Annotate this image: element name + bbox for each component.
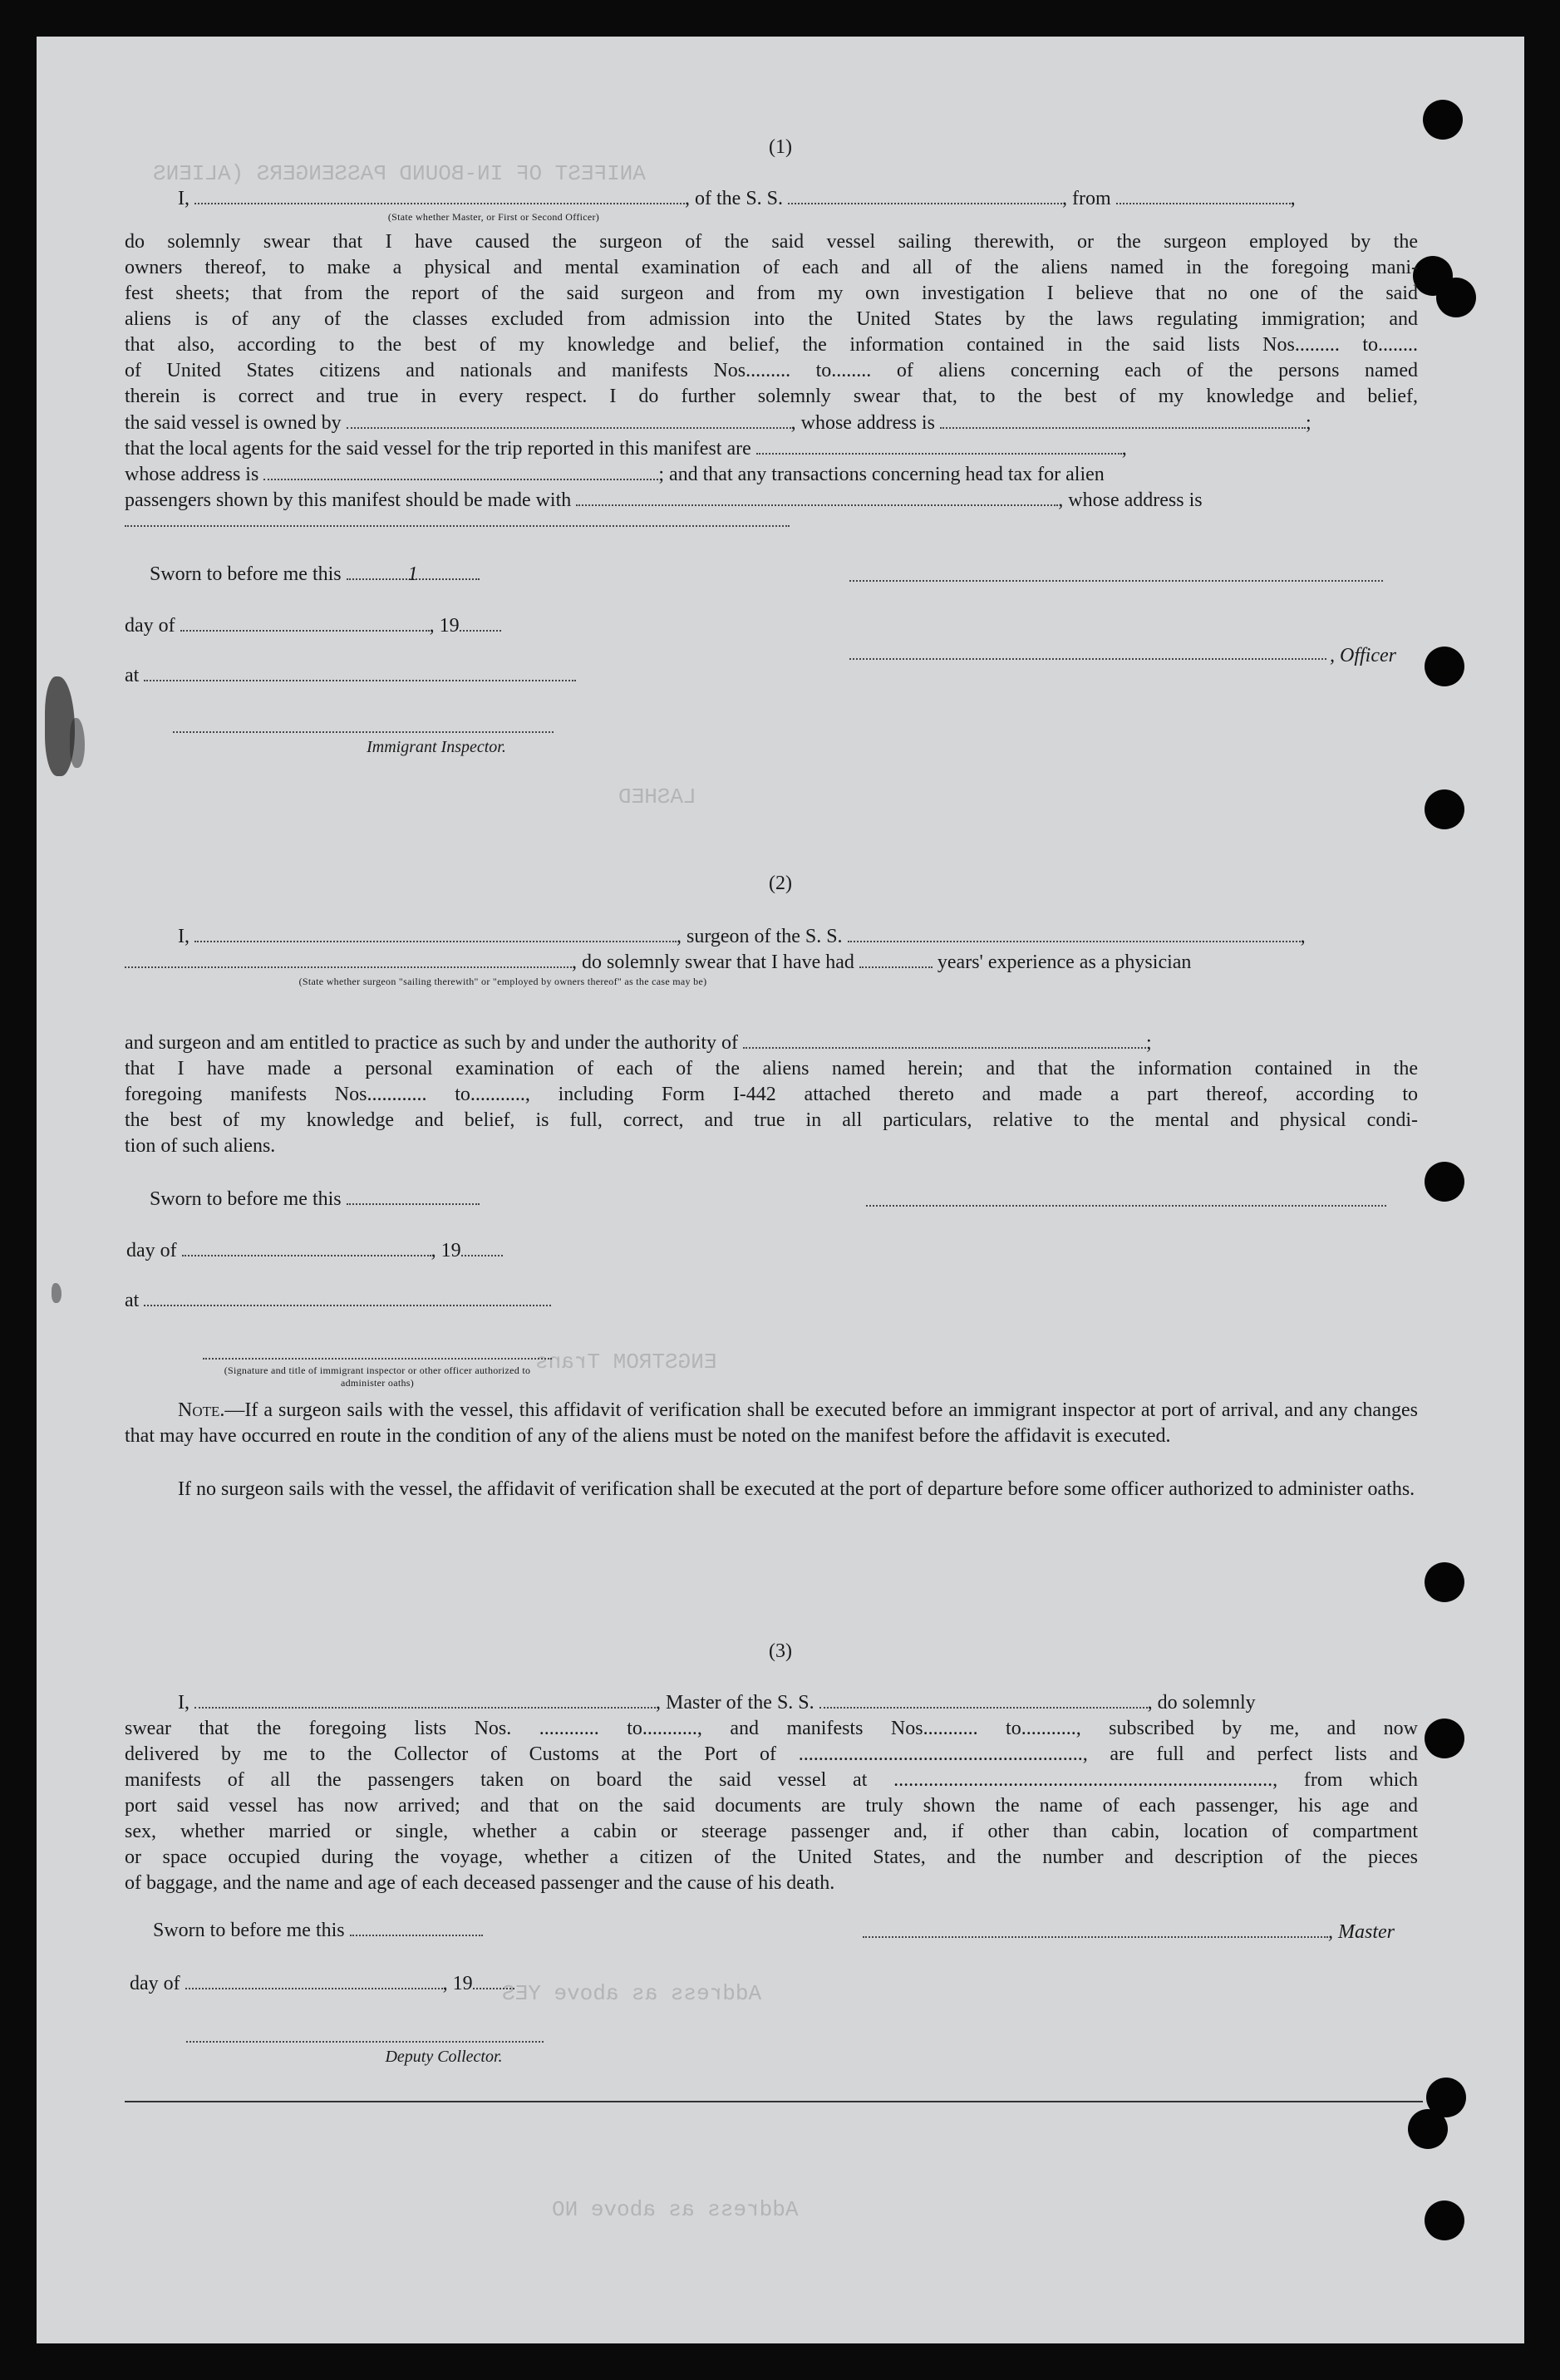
officer-title-field[interactable] [849, 658, 1326, 660]
day-of-label: day of [125, 615, 175, 637]
ship-name-field[interactable] [788, 186, 1062, 204]
section-2-first-line [178, 924, 1306, 949]
punch-hole [1425, 1562, 1464, 1602]
year-field[interactable] [473, 1971, 514, 1989]
master-ss-label: , Master of the S. S. [656, 1692, 814, 1714]
solemnly-label: , do solemnly [1147, 1692, 1256, 1714]
paragraph-line: of United States citizens and nationals and manifests Nos......... to........ of aliens concerning each of the persons named [125, 360, 1418, 381]
note-paragraph-1 [125, 1398, 1418, 1449]
punctuation: , [1290, 188, 1296, 209]
paragraph-line: do solemnly swear that I have caused the surgeon of the said vessel sailing therewith, or the surgeon employed by the [125, 231, 1418, 253]
sworn-line-1 [150, 562, 480, 587]
paragraph-line: aliens is of any of the classes excluded from admission into the United States by the laws regulating immigration; and [125, 308, 1418, 330]
paragraph-line: or space occupied during the voyage, whether a citizen of the United States, and the number and description of the pieces [125, 1846, 1418, 1868]
day-of-line-2 [126, 1238, 503, 1263]
bleed-through-text: Address as above YES [502, 1981, 762, 2006]
punctuation: , [1300, 926, 1306, 947]
inspector-signature-field[interactable] [173, 731, 554, 733]
master-signature-field[interactable] [863, 1936, 1328, 1938]
agents-line [125, 436, 1127, 461]
sworn-label: Sworn to before me this [150, 563, 342, 585]
surgeon-status-field[interactable] [125, 950, 572, 968]
sworn-label: Sworn to before me this [153, 1920, 345, 1941]
surgeon-ss-label: , surgeon of the S. S. [677, 926, 843, 947]
year-label: , 19 [431, 1240, 461, 1261]
section-1-paragraph [125, 229, 1418, 410]
officer-signature-field[interactable] [203, 1358, 552, 1360]
note-label: Note. [178, 1399, 225, 1421]
note-text: —If a surgeon sails with the vessel, this affidavit of verification shall be executed before an immigrant inspector at port of arrival, and any changes that may have occurred en route in the condition of any of the aliens must be noted on the manifest before the affidavit is executed. [125, 1399, 1418, 1447]
oath-lead: I, [178, 1692, 189, 1714]
sworn-line-3 [153, 1918, 483, 1943]
head-tax-line [125, 488, 1203, 513]
ink-smudge [52, 1283, 62, 1303]
surgeon-name-field[interactable] [194, 924, 677, 942]
from-label: , from [1062, 188, 1111, 209]
authority-label: and surgeon and am entitled to practice as such by and under the authority of [125, 1032, 738, 1054]
bottom-rule [125, 2101, 1423, 2102]
at-label: at [125, 1290, 140, 1311]
master-label: , Master [1328, 1921, 1395, 1943]
section-3-paragraph [125, 1716, 1418, 1896]
punctuation: ; [1146, 1032, 1152, 1054]
whose-address-label: , whose address is [790, 412, 935, 434]
sworn-date-field[interactable] [347, 1187, 480, 1205]
sworn-date-field[interactable] [350, 1918, 483, 1936]
solemnly-swear-label: , do solemnly swear that I have had [572, 952, 854, 973]
paragraph-line: foregoing manifests Nos............ to..........., including Form I-442 attached thereto and made a part thereof, according to [125, 1084, 1418, 1105]
sworn-date-fill: 1 [407, 563, 418, 585]
ship-name-field[interactable] [819, 1690, 1148, 1709]
surgeon-signature-field[interactable] [866, 1205, 1386, 1207]
officer-label: , Officer [1330, 645, 1396, 666]
punch-hole [1425, 647, 1464, 686]
day-of-line-3 [130, 1971, 514, 1996]
punctuation: ; [1305, 412, 1311, 434]
deputy-collector-label: Deputy Collector. [385, 2048, 503, 2066]
years-experience-field[interactable] [859, 950, 933, 968]
owner-label: the said vessel is owned by [125, 412, 342, 434]
paragraph-line: that also, according to the best of my knowledge and belief, the information contained in the said lists Nos......... to........ [125, 334, 1418, 356]
section-3-number: (3) [769, 1640, 792, 1662]
paragraph-line: the best of my knowledge and belief, is full, correct, and true in all particulars, relative to the mental and physical condi- [125, 1109, 1418, 1131]
section-2-number: (2) [769, 873, 792, 894]
month-field[interactable] [182, 1238, 431, 1256]
paragraph-line: therein is correct and true in every respect. I do further solemnly swear that, to the best of my knowledge and belief, [125, 386, 1418, 407]
paragraph-line: of baggage, and the name and age of each deceased passenger and the cause of his death. [125, 1872, 835, 1894]
note-text: If no surgeon sails with the vessel, the affidavit of verification shall be executed at the port of departure before some officer authorized to administer oaths. [178, 1478, 1415, 1500]
agents-address-line [125, 462, 1105, 487]
section-1-first-line [178, 186, 1296, 211]
punch-hole [1436, 278, 1476, 317]
paragraph-line: tion of such aliens. [125, 1135, 276, 1157]
sworn-date-field[interactable] [347, 562, 480, 585]
collector-signature-field[interactable] [186, 2041, 544, 2043]
sworn-line-2 [150, 1187, 480, 1212]
passengers-label: passengers shown by this manifest should be made with [125, 489, 572, 511]
surgeon-ship-field[interactable] [848, 924, 1301, 942]
at-line-1 [125, 663, 576, 688]
paragraph-line: that I have made a personal examination of each of the aliens named herein; and that the information contained in the [125, 1058, 1418, 1079]
at-label: at [125, 665, 140, 686]
bleed-through-text: ANIFEST OF IN-BOUND PASSENGERS (ALIENS [153, 161, 646, 186]
agents-address-field[interactable] [263, 462, 658, 480]
authority-field[interactable] [743, 1030, 1146, 1049]
punctuation: , [1121, 438, 1127, 460]
day-of-line-1 [125, 613, 501, 638]
month-field[interactable] [180, 613, 430, 632]
section-2-paragraph [125, 1056, 1418, 1159]
section-1-number: (1) [769, 136, 792, 158]
ink-smudge [70, 718, 85, 768]
oath-lead: I, [178, 188, 189, 209]
owner-address-field[interactable] [940, 411, 1306, 429]
agents-label: that the local agents for the said vessel for the trip reported in this manifest are [125, 438, 751, 460]
note-paragraph-2 [125, 1477, 1418, 1502]
master-name-field[interactable] [194, 186, 685, 204]
whose-address-label: , whose address is [1058, 489, 1203, 511]
owner-field[interactable] [347, 411, 791, 429]
punch-hole [1425, 789, 1464, 829]
master-name-field[interactable] [194, 1690, 656, 1709]
year-label: , 19 [429, 615, 460, 637]
punch-hole [1408, 2109, 1448, 2149]
head-tax-address-field[interactable] [125, 525, 790, 527]
whose-address-label: whose address is [125, 464, 259, 485]
place-field[interactable] [144, 1288, 551, 1306]
punch-hole [1423, 100, 1463, 140]
punch-hole [1425, 1719, 1464, 1758]
bleed-through-text: ENGSTROM Trans [535, 1350, 717, 1374]
paragraph-line: port said vessel has now arrived; and that on the said documents are truly shown the name of each passenger, his age and [125, 1795, 1418, 1817]
paragraph-line: fest sheets; that from the report of the said surgeon and from my own investigation I believe that no one of the said [125, 283, 1418, 304]
head-tax-label: ; and that any transactions concerning head tax for alien [658, 464, 1105, 485]
immigrant-inspector-label: Immigrant Inspector. [367, 738, 506, 756]
at-line-2 [125, 1288, 551, 1313]
year-field[interactable] [461, 1238, 503, 1256]
departure-port-field[interactable] [1116, 186, 1291, 204]
surgeon-status-note: (State whether surgeon "sailing therewith" or "employed by owners thereof" as the case may be) [298, 976, 707, 987]
oath-lead: I, [178, 926, 189, 947]
day-of-label: day of [130, 1973, 180, 1994]
signature-title-note: (Signature and title of immigrant inspector or other officer authorized to administer oaths) [224, 1365, 531, 1389]
agents-field[interactable] [756, 436, 1122, 455]
experience-label: years' experience as a physician [937, 952, 1192, 973]
day-of-label: day of [126, 1240, 177, 1261]
paragraph-line: manifests of all the passengers taken on board the said vessel at ............................................................................, from which [125, 1769, 1418, 1791]
paragraph-line: delivered by me to the Collector of Customs at the Port of ........................................................., are full and perfect lists and [125, 1743, 1418, 1765]
owner-line [125, 411, 1311, 435]
punch-hole [1425, 2201, 1464, 2240]
master-rank-note: (State whether Master, or First or Second Officer) [387, 211, 600, 223]
head-tax-party-field[interactable] [576, 488, 1058, 506]
punch-hole [1425, 1162, 1464, 1202]
bleed-through-text: Address as above NO [552, 2197, 799, 2222]
of-ss-label: , of the S. S. [685, 188, 784, 209]
paragraph-line: sex, whether married or single, whether a cabin or steerage passenger and, if other than cabin, location of compartment [125, 1821, 1418, 1842]
paragraph-line: owners thereof, to make a physical and mental examination of each and all of the aliens named in the foregoing mani- [125, 257, 1418, 278]
section-2-second-line [125, 950, 1191, 975]
document-sheet [37, 37, 1524, 2343]
year-label: , 19 [442, 1973, 473, 1994]
officer-name-field[interactable] [849, 580, 1383, 582]
authority-line [125, 1030, 1152, 1055]
place-field[interactable] [144, 663, 576, 681]
year-field[interactable] [460, 613, 501, 632]
bleed-through-text: LASHED [618, 784, 696, 809]
section-3-first-line [178, 1690, 1256, 1715]
month-field[interactable] [185, 1971, 443, 1989]
paragraph-line: swear that the foregoing lists Nos. ............ to..........., and manifests Nos........... to..........., subscribed by me, and now [125, 1718, 1418, 1739]
sworn-label: Sworn to before me this [150, 1188, 342, 1210]
